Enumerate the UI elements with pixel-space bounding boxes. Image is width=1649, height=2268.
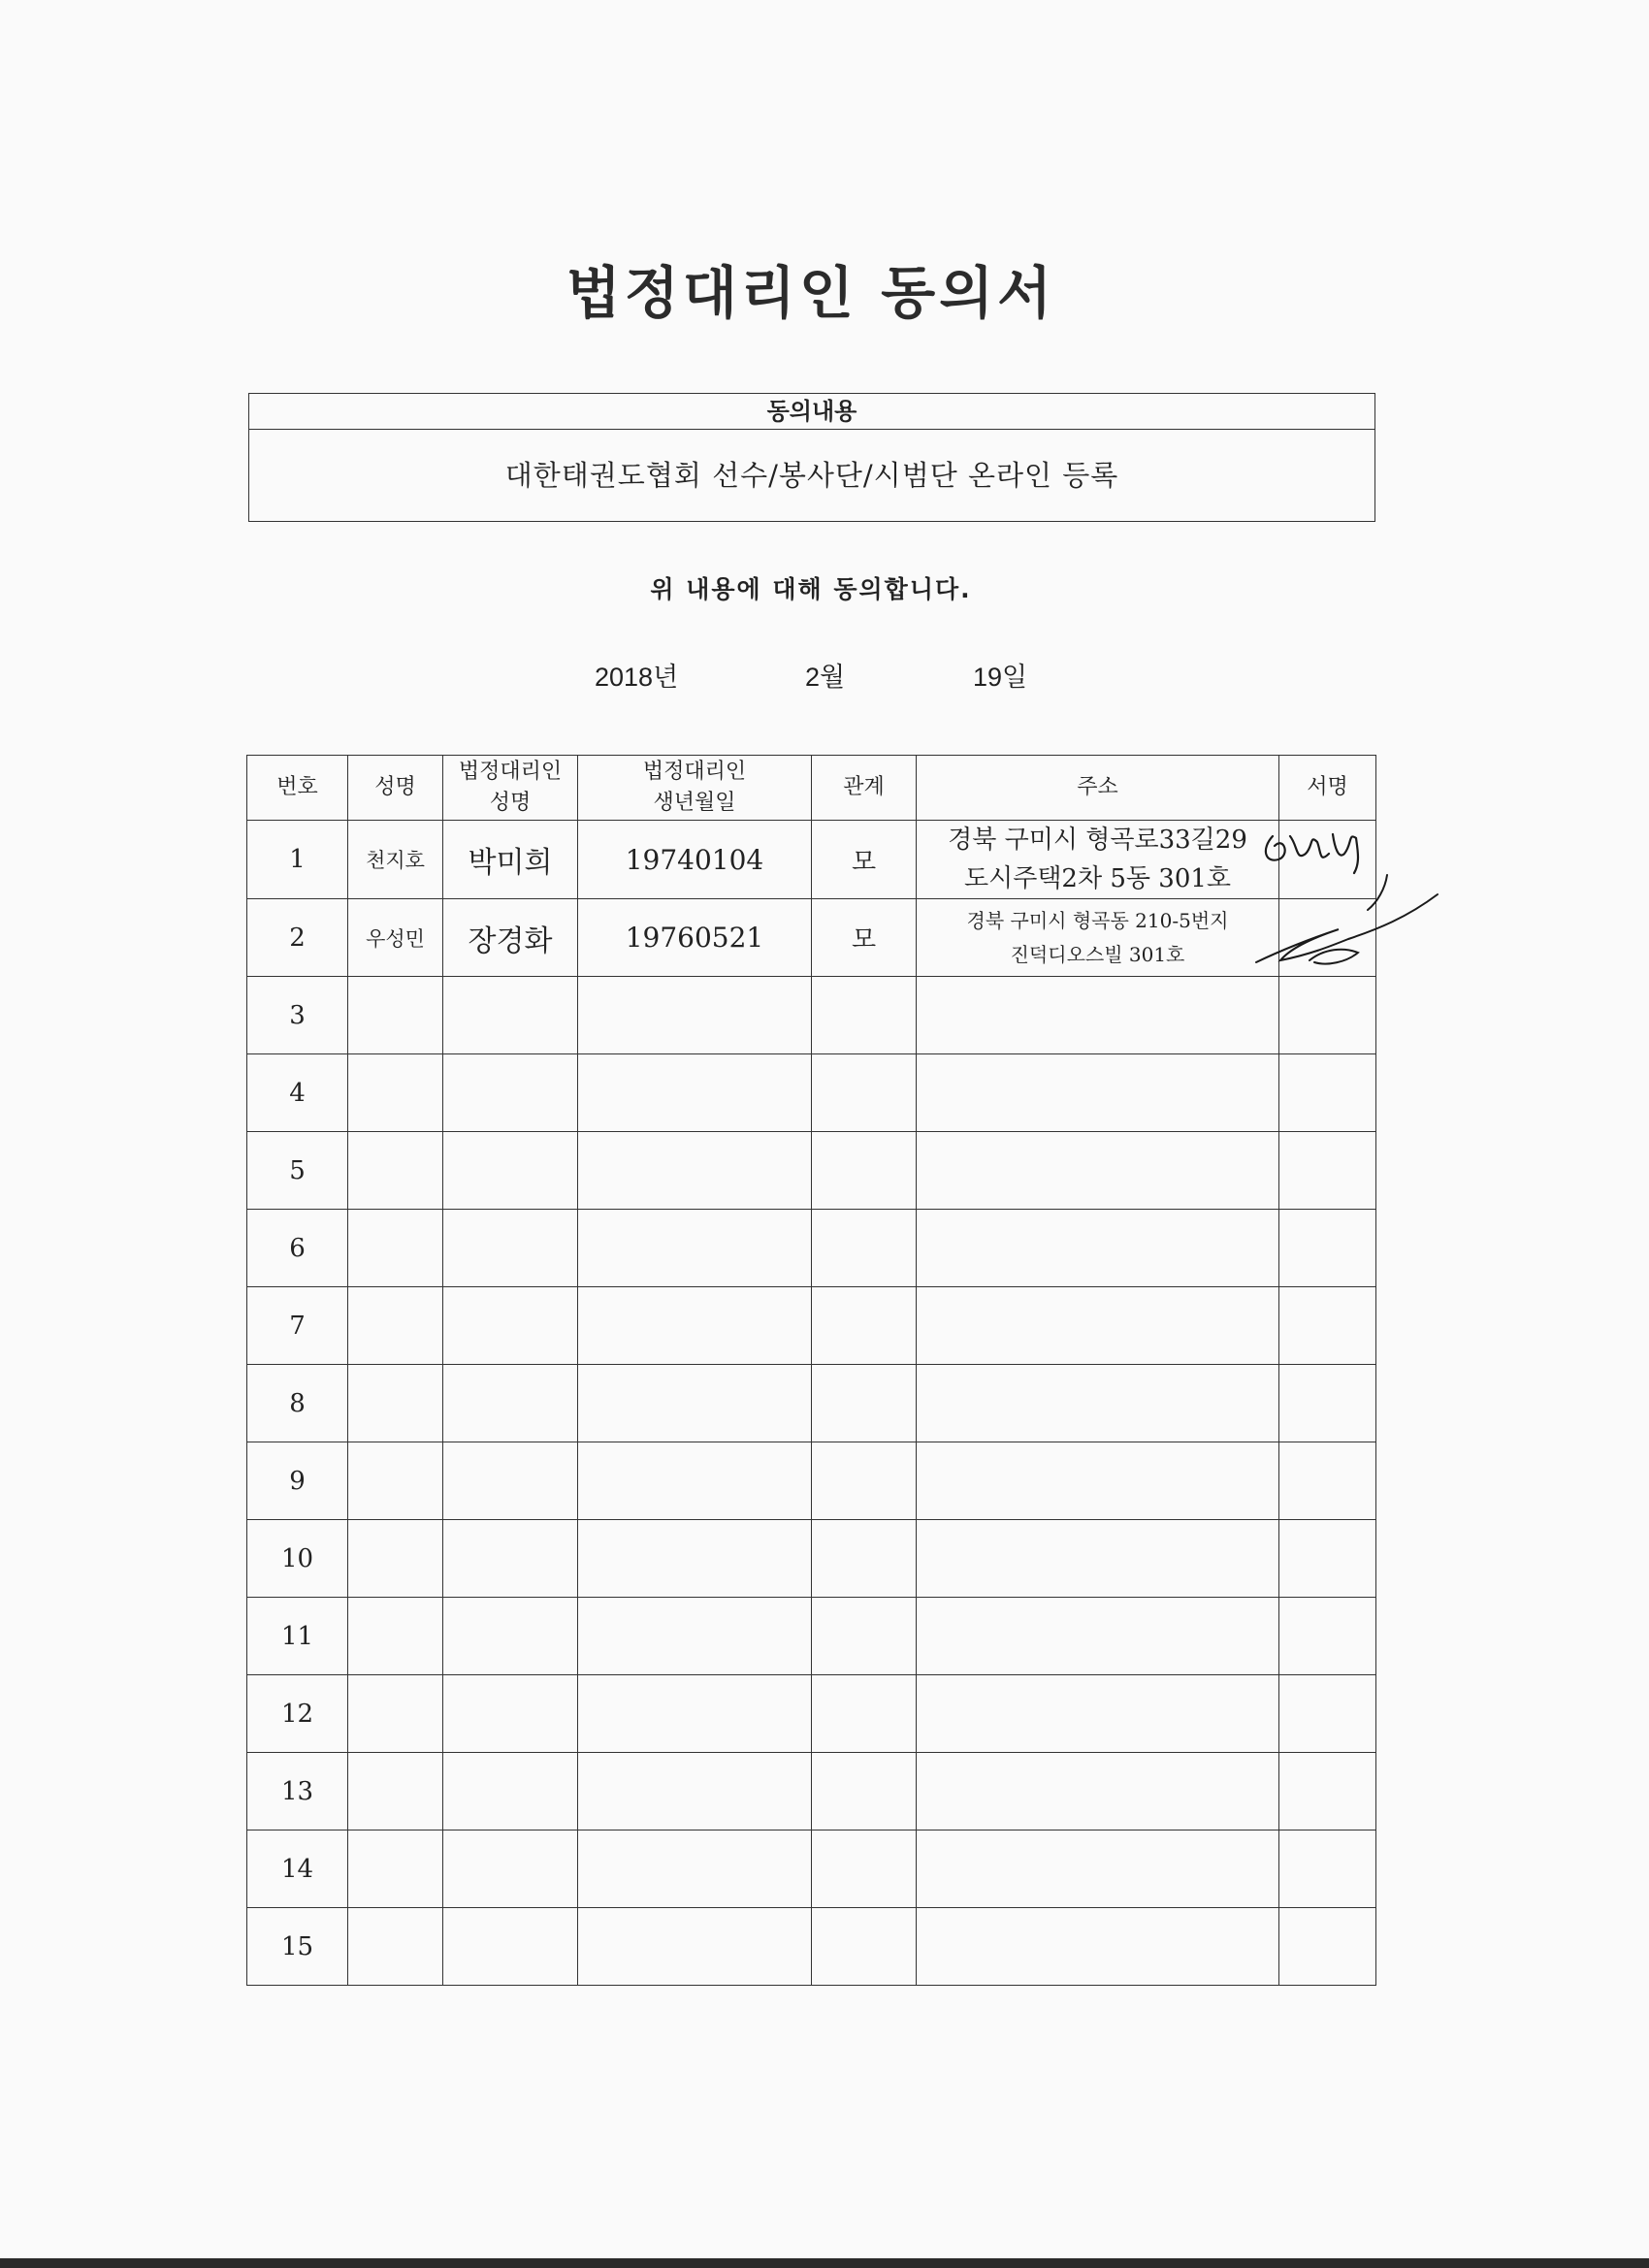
relation xyxy=(812,1054,917,1132)
student-name: 우성민 xyxy=(348,899,443,977)
student-name xyxy=(348,1520,443,1598)
header-guardian-birth-line1: 법정대리인 xyxy=(642,760,747,784)
student-name xyxy=(348,1753,443,1831)
scan-edge xyxy=(0,2258,1649,2268)
header-guardian-birth-line2: 생년월일 xyxy=(653,791,736,815)
table-row xyxy=(247,1520,1376,1598)
relation xyxy=(812,1908,917,1986)
address xyxy=(917,899,1279,977)
table-row xyxy=(247,899,1376,977)
signature-cell xyxy=(1279,977,1376,1054)
signature-cell xyxy=(1279,1210,1376,1287)
student-name xyxy=(348,1908,443,1986)
row-number: 3 xyxy=(247,977,348,1054)
consent-content: 대한태권도협회 선수/봉사단/시범단 온라인 등록 xyxy=(504,459,1119,492)
header-guardian-name-line1: 법정대리인 xyxy=(458,760,563,784)
signature-2 xyxy=(1256,875,1438,964)
table-row xyxy=(247,821,1376,899)
table-row xyxy=(247,1442,1376,1520)
guardian-birth xyxy=(578,1831,812,1908)
header-name: 성명 xyxy=(348,756,443,821)
student-name: 천지호 xyxy=(348,821,443,899)
table-row xyxy=(247,1675,1376,1753)
guardian-name xyxy=(443,1675,578,1753)
signature-cell xyxy=(1279,1908,1376,1986)
table-row xyxy=(247,1287,1376,1365)
address xyxy=(917,1520,1279,1598)
row-number: 10 xyxy=(247,1520,348,1598)
header-row xyxy=(247,756,1376,821)
row-number: 5 xyxy=(247,1132,348,1210)
signature-cell xyxy=(1279,1132,1376,1210)
relation xyxy=(812,1598,917,1675)
handwritten-signatures xyxy=(1251,825,1445,980)
guardian-name xyxy=(443,977,578,1054)
row-number: 4 xyxy=(247,1054,348,1132)
relation xyxy=(812,1287,917,1365)
guardian-birth xyxy=(578,1365,812,1442)
row-number: 14 xyxy=(247,1831,348,1908)
header-address: 주소 xyxy=(917,756,1279,821)
guardian-name xyxy=(443,1753,578,1831)
consent-box xyxy=(248,393,1375,522)
address xyxy=(917,1753,1279,1831)
table-row xyxy=(247,1831,1376,1908)
guardian-birth xyxy=(578,977,812,1054)
guardian-birth xyxy=(578,1675,812,1753)
table-row xyxy=(247,1753,1376,1831)
relation xyxy=(812,1753,917,1831)
relation: 모 xyxy=(812,899,917,977)
relation xyxy=(812,1675,917,1753)
row-number: 8 xyxy=(247,1365,348,1442)
student-name xyxy=(348,977,443,1054)
guardian-name xyxy=(443,1520,578,1598)
student-name xyxy=(348,1831,443,1908)
student-name xyxy=(348,1675,443,1753)
address xyxy=(917,977,1279,1054)
header-number: 번호 xyxy=(247,756,348,821)
address xyxy=(917,1210,1279,1287)
relation xyxy=(812,1831,917,1908)
table-row xyxy=(247,1054,1376,1132)
guardian-birth xyxy=(578,1598,812,1675)
address-line1: 경북 구미시 형곡로33길29 xyxy=(948,826,1247,855)
guardian-name xyxy=(443,1132,578,1210)
row-number: 12 xyxy=(247,1675,348,1753)
relation xyxy=(812,1520,917,1598)
signature-cell xyxy=(1279,1675,1376,1753)
signature-cell xyxy=(1279,1365,1376,1442)
header-relation: 관계 xyxy=(812,756,917,821)
header-signature: 서명 xyxy=(1279,756,1376,821)
address xyxy=(917,1831,1279,1908)
guardian-birth xyxy=(578,1442,812,1520)
guardian-name: 박미희 xyxy=(443,821,578,899)
consent-header: 동의내용 xyxy=(249,394,1374,430)
relation: 모 xyxy=(812,821,917,899)
table-row xyxy=(247,977,1376,1054)
student-name xyxy=(348,1210,443,1287)
signature-1 xyxy=(1266,834,1358,873)
guardian-name xyxy=(443,1598,578,1675)
signature-cell xyxy=(1279,1442,1376,1520)
signature-cell xyxy=(1279,1520,1376,1598)
table-row xyxy=(247,1365,1376,1442)
row-number: 6 xyxy=(247,1210,348,1287)
student-name xyxy=(348,1442,443,1520)
header-guardian-name-line2: 성명 xyxy=(489,791,532,815)
header-guardian-birth xyxy=(578,756,812,821)
address xyxy=(917,1675,1279,1753)
relation xyxy=(812,1210,917,1287)
signature-cell xyxy=(1279,1831,1376,1908)
table-row xyxy=(247,1132,1376,1210)
row-number: 1 xyxy=(247,821,348,899)
relation xyxy=(812,1132,917,1210)
guardian-name xyxy=(443,1365,578,1442)
guardian-birth xyxy=(578,1520,812,1598)
signature-cell xyxy=(1279,1287,1376,1365)
table-row xyxy=(247,1210,1376,1287)
agreement-statement: 위 내용에 대해 동의합니다. xyxy=(650,575,972,603)
date-month: 2월 xyxy=(805,663,846,692)
address xyxy=(917,1287,1279,1365)
guardian-birth xyxy=(578,1753,812,1831)
document-title: 법정대리인 동의서 xyxy=(566,260,1056,326)
row-number: 13 xyxy=(247,1753,348,1831)
address-line1: 경북 구미시 형곡동 210-5번지 xyxy=(966,908,1229,932)
signature-cell xyxy=(1279,1054,1376,1132)
row-number: 11 xyxy=(247,1598,348,1675)
header-guardian-name xyxy=(443,756,578,821)
student-name xyxy=(348,1287,443,1365)
address xyxy=(917,1132,1279,1210)
address-line2: 도시주택2차 5동 301호 xyxy=(963,864,1232,893)
relation xyxy=(812,1442,917,1520)
guardian-name xyxy=(443,1831,578,1908)
address xyxy=(917,1598,1279,1675)
guardian-name xyxy=(443,1054,578,1132)
student-name xyxy=(348,1598,443,1675)
row-number: 15 xyxy=(247,1908,348,1986)
guardian-birth xyxy=(578,1908,812,1986)
date-day: 19일 xyxy=(973,663,1028,692)
address xyxy=(917,1054,1279,1132)
row-number: 7 xyxy=(247,1287,348,1365)
row-number: 9 xyxy=(247,1442,348,1520)
relation xyxy=(812,1365,917,1442)
guardian-birth: 19740104 xyxy=(578,821,812,899)
address-line2: 진덕디오스빌 301호 xyxy=(1010,942,1185,966)
guardian-birth xyxy=(578,1210,812,1287)
guardian-birth xyxy=(578,1054,812,1132)
student-name xyxy=(348,1054,443,1132)
guardian-table xyxy=(246,755,1376,1986)
address xyxy=(917,1365,1279,1442)
guardian-name xyxy=(443,1210,578,1287)
relation xyxy=(812,977,917,1054)
address xyxy=(917,1442,1279,1520)
table-row xyxy=(247,1908,1376,1986)
student-name xyxy=(348,1132,443,1210)
guardian-birth xyxy=(578,1132,812,1210)
date-year: 2018년 xyxy=(595,663,679,692)
student-name xyxy=(348,1365,443,1442)
guardian-name xyxy=(443,1287,578,1365)
signature-cell xyxy=(1279,1598,1376,1675)
signature-cell xyxy=(1279,1753,1376,1831)
row-number: 2 xyxy=(247,899,348,977)
table-row xyxy=(247,1598,1376,1675)
address xyxy=(917,821,1279,899)
guardian-birth xyxy=(578,1287,812,1365)
guardian-name: 장경화 xyxy=(443,899,578,977)
guardian-name xyxy=(443,1442,578,1520)
guardian-birth: 19760521 xyxy=(578,899,812,977)
address xyxy=(917,1908,1279,1986)
guardian-name xyxy=(443,1908,578,1986)
